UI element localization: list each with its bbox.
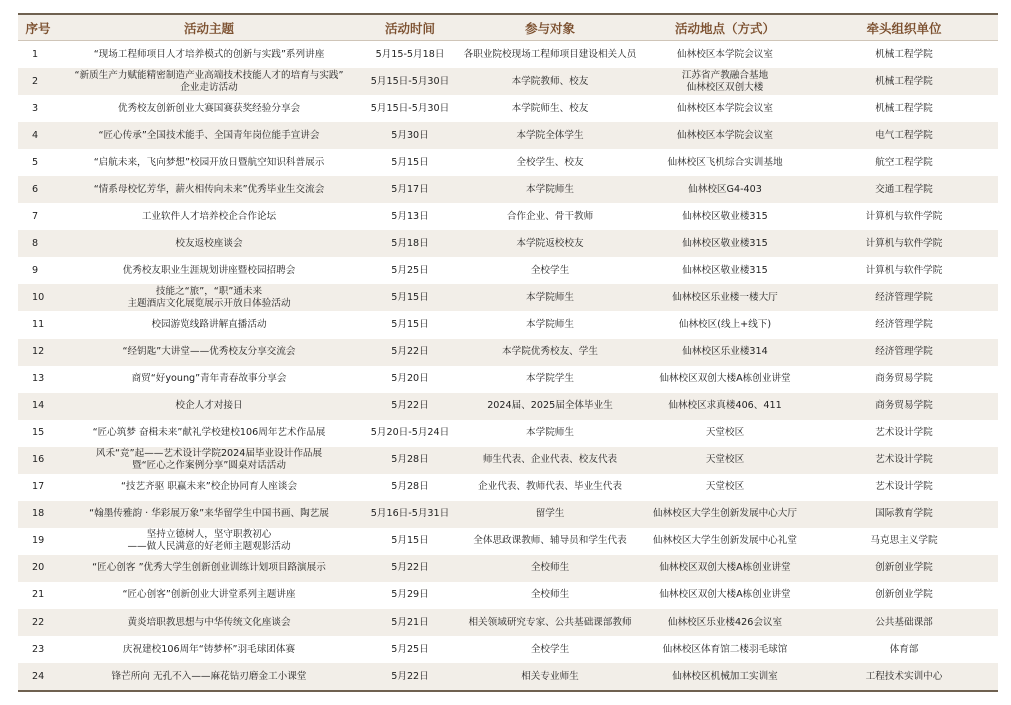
cell-index: 7 [32,210,39,222]
cell-participants: 本学院优秀校友、学生 [460,339,640,366]
cell-participants: 本学院师生 [526,427,574,439]
table-row [18,609,998,636]
cell-location: 仙林校区敬业楼315 [682,210,768,222]
cell-index: 15 [32,427,45,439]
cell-time: 5月22日 [360,339,460,366]
cell-index: 11 [32,318,45,330]
cell-index: 9 [32,264,39,276]
cell-participants: 相关领域研究专家、公共基础课部教师 [460,609,640,636]
cell-time: 5月15日-5月30日 [360,68,460,95]
cell-time: 5月29日 [391,589,429,601]
cell-organizer: 航空工程学院 [875,156,933,168]
cell-organizer: 商务贸易学院 [875,373,933,385]
cell-participants: 本学院返校校友 [460,230,640,257]
cell-time: 5月18日 [360,230,460,257]
cell-location: 仙林校区双创大楼A栋创业讲堂 [640,555,810,582]
cell-participants: 全校学生 [530,643,570,655]
cell-theme: “经钥匙”大讲堂——优秀校友分享交流会 [58,339,360,366]
cell-theme: “现场工程师项目人才培养模式的创新与实践”系列讲座 [93,48,325,60]
cell-location: 仙林校区机械加工实训室 [640,663,810,691]
cell-location: 仙林校区(线上+线下) [678,318,772,330]
table-row [18,528,998,555]
table-body [18,41,998,692]
cell-organizer: 经济管理学院 [875,318,933,330]
cell-index: 10 [18,284,58,311]
cell-index: 23 [32,643,45,655]
cell-index: 13 [32,373,45,385]
cell-theme: 校企人才对接日 [58,393,360,420]
table-row [18,176,998,203]
cell-time: 5月15日 [391,318,429,330]
cell-organizer: 计算机与软件学院 [810,230,998,257]
cell-organizer: 机械工程学院 [810,68,998,95]
cell-location: 仙林校区大学生创新发展中心大厅 [640,501,810,528]
cell-index: 12 [18,339,58,366]
cell-index: 17 [32,481,45,493]
header-participants: 参与对象 [460,14,640,41]
cell-theme: “匠心创客”创新创业大讲堂系列主题讲座 [122,589,296,601]
cell-location: 仙林校区飞机综合实训基地 [667,156,783,168]
table-row [18,582,998,609]
cell-participants: 相关专业师生 [460,663,640,691]
cell-theme: 黄炎培职教思想与中华传统文化座谈会 [58,609,360,636]
table-row [18,663,998,691]
cell-participants: 本学院师生、校友 [511,102,589,114]
cell-participants: 2024届、2025届全体毕业生 [460,393,640,420]
cell-location: 仙林校区乐业楼426会议室 [640,609,810,636]
table-row [18,149,998,176]
table-row [18,203,998,230]
cell-participants: 本学院全体学生 [460,122,640,149]
cell-theme: “匠心创客 ”优秀大学生创新创业训练计划项目路演展示 [58,555,360,582]
cell-organizer: 交通工程学院 [810,176,998,203]
cell-time: 5月15日 [391,535,429,547]
cell-organizer: 工程技术实训中心 [810,663,998,691]
cell-organizer: 艺术设计学院 [875,481,933,493]
cell-location: 仙林校区敬业楼315 [682,264,768,276]
cell-organizer: 创新创业学院 [875,589,933,601]
cell-location: 天堂校区 [705,427,745,439]
cell-theme: 风禾“竞”起——艺术设计学院2024届毕业设计作品展 暨“匠心之作案例分享”圆桌对话活动 [58,447,360,474]
cell-participants: 企业代表、教师代表、毕业生代表 [478,481,622,493]
table-row [18,339,998,366]
cell-index: 6 [18,176,58,203]
cell-theme: 庆祝建校106周年“铸梦杯”羽毛球团体赛 [122,643,296,655]
cell-participants: 全校学生 [530,264,570,276]
cell-index: 8 [18,230,58,257]
cell-organizer: 电气工程学院 [810,122,998,149]
table-row [18,41,998,69]
table-header-row [18,14,998,41]
cell-theme: 技能之“旅”，“职”通未来 主题酒店文化展览展示开放日体验活动 [58,284,360,311]
cell-location: 仙林校区本学院会议室 [677,48,773,60]
cell-theme: 商贸“好young”青年青春故事分享会 [131,373,287,385]
cell-time: 5月25日 [391,643,429,655]
cell-organizer: 计算机与软件学院 [865,264,943,276]
cell-location: 仙林校区求真楼406、411 [640,393,810,420]
table-row [18,420,998,447]
cell-time: 5月15日 [391,156,429,168]
cell-time: 5月28日 [391,481,429,493]
cell-theme: “翰墨传雅韵 · 华彩展万象”来华留学生中国书画、陶艺展 [58,501,360,528]
cell-location: 江苏省产教融合基地 仙林校区双创大楼 [640,68,810,95]
cell-theme: “匠心筑梦 奋楫未来”献礼学校建校106周年艺术作品展 [92,427,326,439]
cell-organizer: 机械工程学院 [875,48,933,60]
cell-location: 天堂校区 [705,481,745,493]
cell-time: 5月22日 [360,555,460,582]
cell-theme: “技艺齐驱 职赢未来”校企协同育人座谈会 [120,481,298,493]
cell-organizer: 创新创业学院 [810,555,998,582]
cell-time: 5月28日 [360,447,460,474]
cell-location: 仙林校区双创大楼A栋创业讲堂 [659,589,791,601]
cell-index: 4 [18,122,58,149]
cell-participants: 各职业院校现场工程师项目建设相关人员 [463,48,637,60]
cell-location: 天堂校区 [640,447,810,474]
cell-time: 5月22日 [360,663,460,691]
cell-location: 仙林校区乐业楼314 [640,339,810,366]
cell-index: 16 [18,447,58,474]
cell-theme: “匠心传承”全国技术能手、全国青年岗位能手宣讲会 [58,122,360,149]
cell-participants: 本学院师生 [526,318,574,330]
cell-organizer: 艺术设计学院 [875,427,933,439]
cell-participants: 师生代表、企业代表、校友代表 [460,447,640,474]
cell-organizer: 经济管理学院 [810,284,998,311]
cell-organizer: 机械工程学院 [875,102,933,114]
table-row [18,284,998,311]
cell-time: 5月21日 [360,609,460,636]
table-row [18,95,998,122]
cell-participants: 本学院学生 [526,373,574,385]
cell-time: 5月25日 [391,264,429,276]
cell-index: 14 [18,393,58,420]
cell-time: 5月22日 [360,393,460,420]
cell-theme: 校园游览线路讲解直播活动 [151,318,267,330]
cell-index: 18 [18,501,58,528]
table-row [18,636,998,663]
cell-location: 仙林校区本学院会议室 [677,102,773,114]
cell-organizer: 艺术设计学院 [810,447,998,474]
table-row [18,366,998,393]
cell-location: 仙林校区双创大楼A栋创业讲堂 [659,373,791,385]
cell-time: 5月15日 [360,284,460,311]
cell-participants: 全校学生、校友 [516,156,584,168]
cell-theme: 坚持立德树人，坚守职教初心 ——做人民满意的好老师主题观影活动 [127,529,291,553]
header-organizer: 牵头组织单位 [810,14,998,41]
table-row [18,474,998,501]
cell-time: 5月17日 [360,176,460,203]
cell-index: 2 [18,68,58,95]
header-location: 活动地点（方式） [640,14,810,41]
cell-time: 5月16日-5月31日 [360,501,460,528]
cell-time: 5月20日 [391,373,429,385]
table-row [18,447,998,474]
cell-location: 仙林校区体育馆二楼羽毛球馆 [662,643,788,655]
table-row [18,501,998,528]
table-row [18,555,998,582]
header-time: 活动时间 [360,14,460,41]
cell-index: 1 [32,48,39,60]
cell-organizer: 计算机与软件学院 [865,210,943,222]
cell-participants: 留学生 [460,501,640,528]
cell-location: 仙林校区敬业楼315 [640,230,810,257]
cell-index: 3 [32,102,39,114]
cell-time: 5月20日-5月24日 [370,427,450,439]
cell-participants: 本学院师生 [460,284,640,311]
cell-theme: 优秀校友创新创业大赛国赛获奖经验分享会 [117,102,301,114]
cell-time: 5月30日 [360,122,460,149]
activity-table [18,13,998,692]
cell-participants: 合作企业、骨干教师 [506,210,594,222]
cell-theme: 校友返校座谈会 [58,230,360,257]
cell-organizer: 公共基础课部 [810,609,998,636]
cell-index: 19 [32,535,45,547]
cell-index: 21 [32,589,45,601]
cell-index: 5 [32,156,39,168]
cell-organizer: 商务贸易学院 [810,393,998,420]
cell-theme: “启航未来，飞向梦想”校园开放日暨航空知识科普展示 [93,156,325,168]
cell-participants: 全校师生 [460,555,640,582]
table-row [18,311,998,338]
cell-location: 仙林校区大学生创新发展中心礼堂 [653,535,797,547]
cell-theme: 锋芒所向 无孔不入——麻花钻刃磨金工小课堂 [58,663,360,691]
table-row [18,393,998,420]
cell-index: 24 [18,663,58,691]
cell-organizer: 经济管理学院 [810,339,998,366]
table-row [18,68,998,95]
cell-theme: 工业软件人才培养校企合作论坛 [141,210,277,222]
cell-organizer: 国际教育学院 [810,501,998,528]
table-row [18,257,998,284]
cell-participants: 本学院教师、校友 [460,68,640,95]
table-row [18,122,998,149]
cell-index: 22 [18,609,58,636]
cell-location: 仙林校区G4-403 [640,176,810,203]
cell-organizer: 马克思主义学院 [870,535,938,547]
cell-theme: “情系母校忆芳华，薪火相传向未来”优秀毕业生交流会 [58,176,360,203]
cell-theme: “新质生产力赋能精密制造产业高端技术技能人才的培育与实践” 企业走访活动 [58,68,360,95]
cell-location: 仙林校区乐业楼一楼大厅 [640,284,810,311]
header-index: 序号 [18,14,58,41]
cell-organizer: 体育部 [889,643,919,655]
cell-time: 5月13日 [391,210,429,222]
cell-index: 20 [18,555,58,582]
header-theme: 活动主题 [58,14,360,41]
cell-participants: 全体思政课教师、辅导员和学生代表 [473,535,627,547]
cell-theme: 优秀校友职业生涯规划讲座暨校园招聘会 [122,264,296,276]
table-row [18,230,998,257]
cell-participants: 本学院师生 [460,176,640,203]
cell-time: 5月15-5月18日 [375,48,445,60]
cell-time: 5月15日-5月30日 [370,102,450,114]
cell-location: 仙林校区本学院会议室 [640,122,810,149]
cell-participants: 全校师生 [530,589,570,601]
